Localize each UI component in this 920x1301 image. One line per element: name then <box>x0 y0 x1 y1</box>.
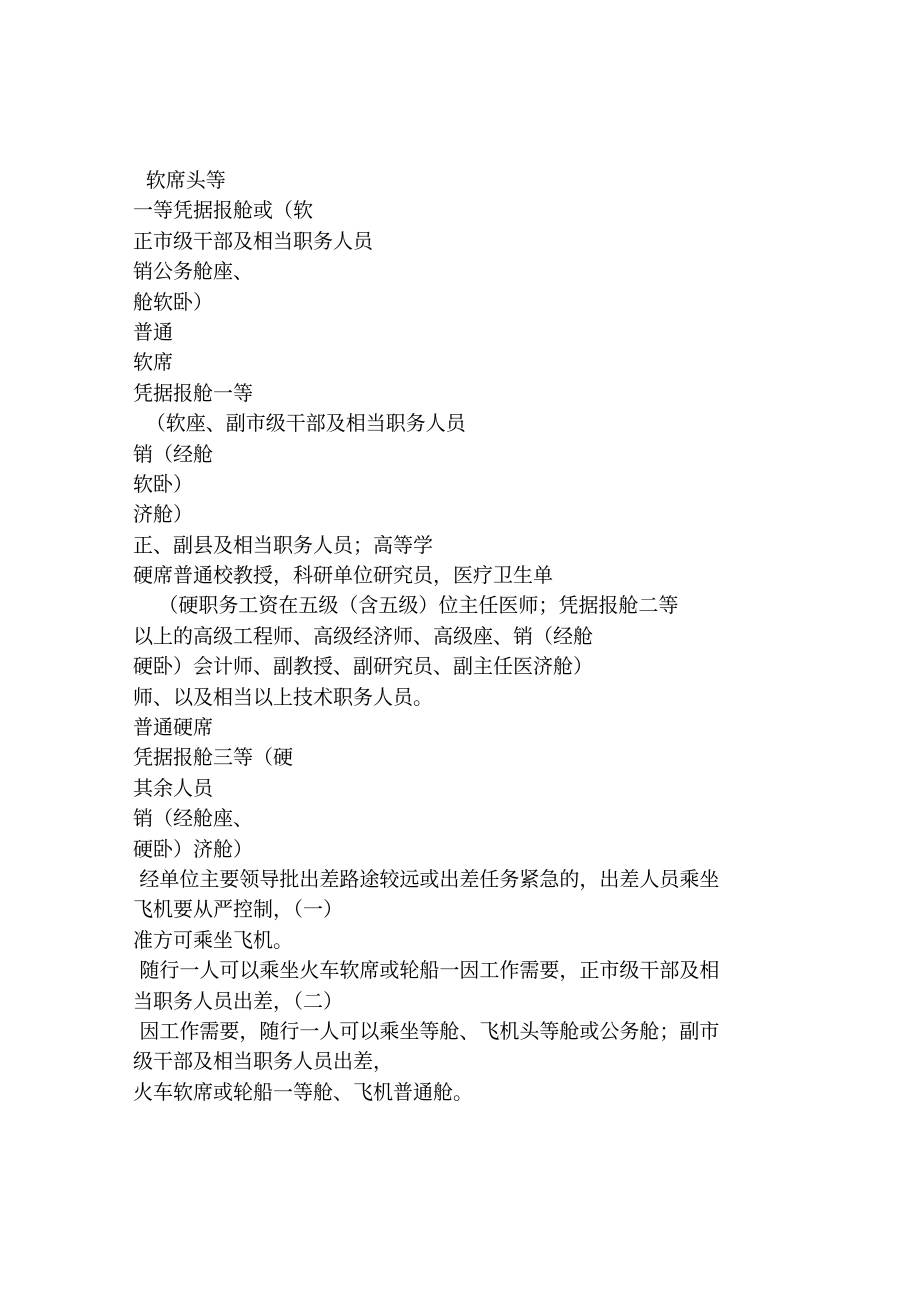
text-line: 硬席普通校教授，科研单位研究员，医疗卫生单 <box>133 563 553 588</box>
text-line: 一等凭据报舱或（软 <box>133 198 313 223</box>
document-body <box>133 165 793 1107</box>
text-line: 销公务舱座、 <box>133 259 253 284</box>
text-line: 普通 <box>133 319 173 344</box>
text-line: 飞机要从严控制，（一） <box>133 897 343 922</box>
text-line: 经单位主要领导批出差路途较远或出差任务紧急的，出差人员乘坐 <box>133 866 720 891</box>
text-line: 销（经舱 <box>133 441 213 466</box>
text-line: 凭据报舱一等 <box>133 380 253 405</box>
text-line: 师、以及相当以上技术职务人员。 <box>133 684 433 709</box>
text-line: 当职务人员出差，（二） <box>133 988 343 1013</box>
text-line: 软卧） <box>133 471 193 496</box>
text-line: 硬卧）会计师、副教授、副研究员、副主任医济舱） <box>133 654 593 679</box>
text-line: 准方可乘坐飞机。 <box>133 927 293 952</box>
text-line: 随行一人可以乘坐火车软席或轮船一因工作需要，正市级干部及相 <box>133 958 720 983</box>
text-line: 正、副县及相当职务人员；高等学 <box>133 532 433 557</box>
text-line: 普通硬席 <box>133 715 213 740</box>
text-line: 舱软卧） <box>133 289 213 314</box>
text-line: 销（经舱座、 <box>133 806 253 831</box>
text-line: 火车软席或轮船一等舱、飞机普通舱。 <box>133 1079 473 1104</box>
text-line: （硬职务工资在五级（含五级）位主任医师；凭据报舱二等 <box>133 593 679 618</box>
text-line: 凭据报舱三等（硬 <box>133 745 293 770</box>
text-line: （软座、副市级干部及相当职务人员 <box>133 411 466 436</box>
text-line: 软席头等 <box>133 168 226 192</box>
text-line: 其余人员 <box>133 775 213 800</box>
text-line: 硬卧）济舱） <box>133 836 253 861</box>
text-line: 因工作需要，随行一人可以乘坐等舱、飞机头等舱或公务舱；副市 <box>133 1018 720 1043</box>
text-line: 以上的高级工程师、高级经济师、高级座、销（经舱 <box>133 623 593 648</box>
text-line: 级干部及相当职务人员出差， <box>133 1049 393 1074</box>
text-line: 正市级干部及相当职务人员 <box>133 228 373 253</box>
text-line: 软席 <box>133 350 173 375</box>
text-line: 济舱） <box>133 502 193 527</box>
